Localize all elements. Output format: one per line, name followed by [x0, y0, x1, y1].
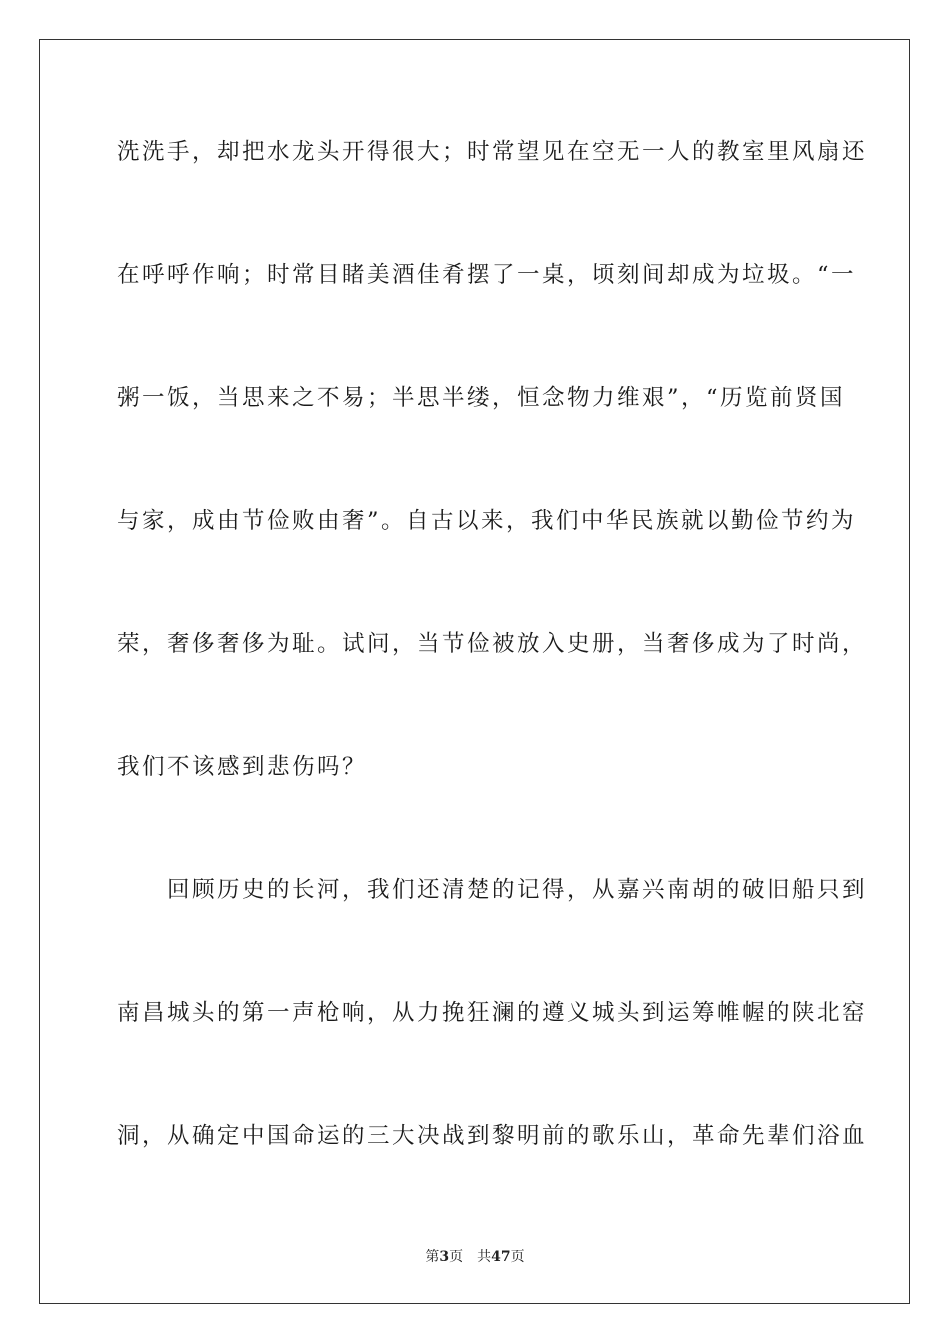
- text-line: 荣，奢侈奢侈为耻。试问，当节俭被放入史册，当奢侈成为了时尚，: [117, 631, 868, 657]
- text-line: 洞，从确定中国命运的三大决战到黎明前的歌乐山，革命先辈们浴血: [117, 1123, 868, 1149]
- total-suffix: 页: [510, 1249, 525, 1265]
- text-line: 在呼呼作响；时常目睹美酒佳肴摆了一桌，顷刻间却成为垃圾。“一: [117, 262, 857, 288]
- paragraph-first-line: 回顾历史的长河，我们还清楚的记得，从嘉兴南胡的破旧船只到: [167, 877, 868, 903]
- text-line: 洗洗手，却把水龙头开得很大；时常望见在空无一人的教室里风扇还: [117, 139, 868, 165]
- document-body: [117, 122, 868, 1229]
- page-footer: [0, 1247, 950, 1267]
- page-suffix: 页: [449, 1249, 464, 1265]
- text-line: 与家，成由节俭败由奢”。自古以来，我们中华民族就以勤俭节约为: [117, 508, 857, 534]
- page-number: 3: [439, 1249, 450, 1265]
- text-line: 粥一饭，当思来之不易；半思半缕，恒念物力维艰”，“历览前贤国: [117, 385, 846, 411]
- text-line: 我们不该感到悲伤吗？: [117, 754, 368, 780]
- total-prefix: 共: [477, 1249, 492, 1265]
- total-pages: 47: [491, 1249, 511, 1265]
- page-prefix: 第: [425, 1249, 440, 1265]
- text-line: 南昌城头的第一声枪响，从力挽狂澜的遵义城头到运筹帷幄的陕北窑: [117, 1000, 868, 1026]
